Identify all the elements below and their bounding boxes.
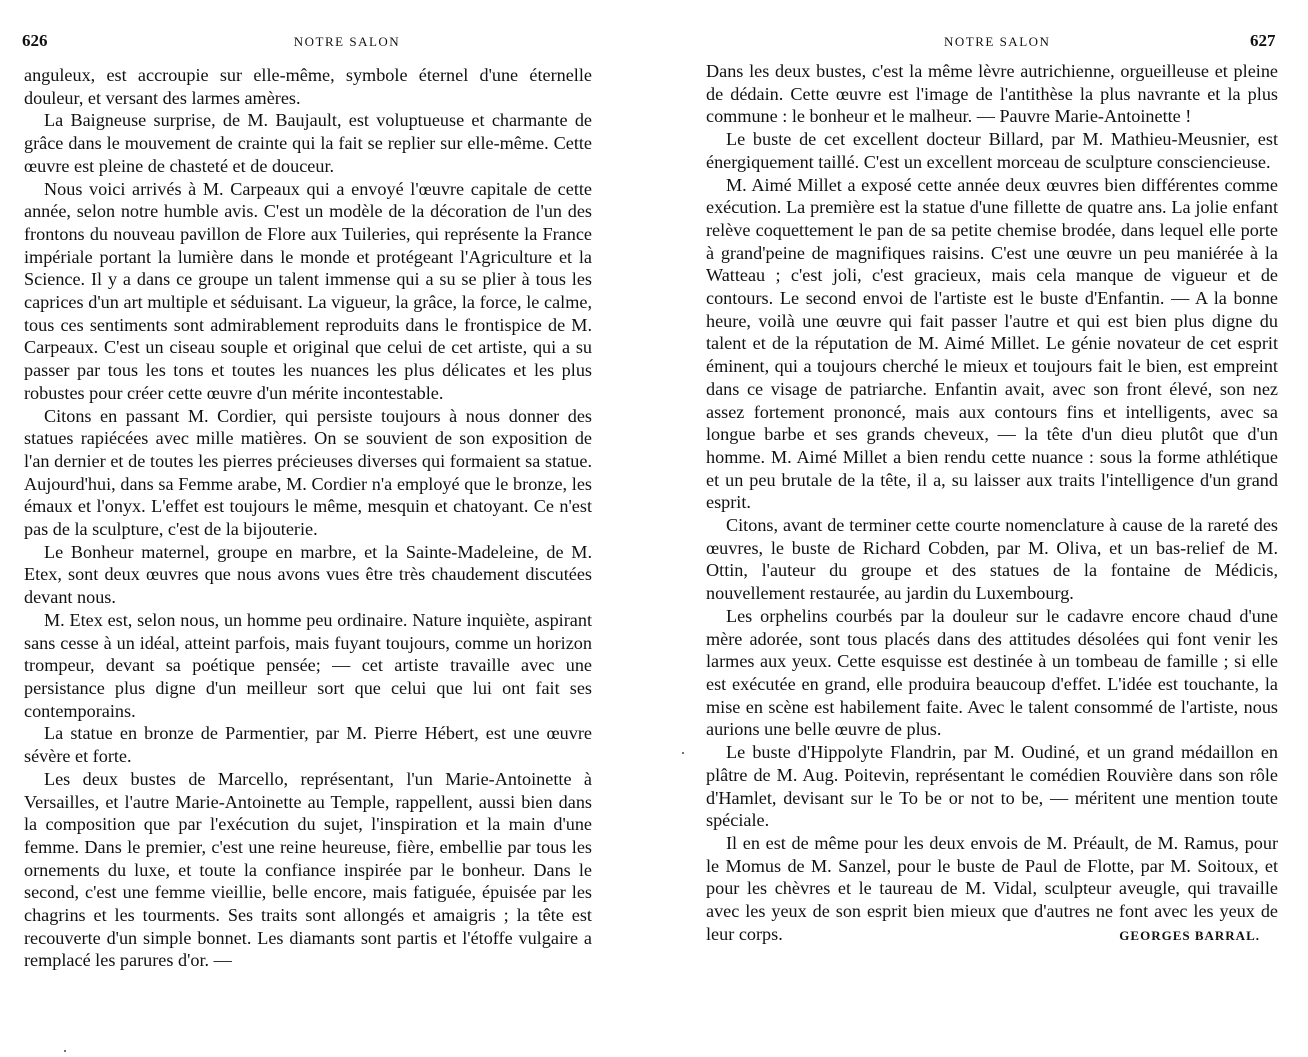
paragraph: Le buste de cet excellent docteur Billard, par M. Mathieu-Meusnier, est énergiquement taillé. C'est un excellent morceau de sculpture consciencieuse.	[706, 129, 1278, 172]
paragraph: La statue en bronze de Parmentier, par M. Pierre Hébert, est une œuvre sévère et forte.	[24, 723, 592, 767]
paragraph: Le buste d'Hippolyte Flandrin, par M. Oudiné, et un grand médaillon en plâtre de M. Aug. Poitevin, représentant le comédien Rouvière dans son rôle d'Hamlet, devisant sur le To be or not to be, — méritent une mention toute spéciale.	[706, 742, 1278, 831]
paragraph: Dans les deux bustes, c'est la même lèvre autrichienne, orgueilleuse et pleine de dédain. Cette œuvre est l'image de l'antithèse la plus navrante et la plus commune : le bonheur et le malheur. — Pauvre Marie-Antoinette !	[706, 61, 1278, 127]
running-header: NOTRE SALON	[293, 34, 401, 49]
paragraph: Les deux bustes de Marcello, représentant, l'un Marie-Antoinette à Versailles, et l'autre Marie-Antoinette au Temple, rappellent, aussi bien dans la composition que par l'exécution du sujet, l'inspiration et la main d'une femme. Dans le premier, c'est une reine heureuse, fière, embellie par tous les ornements du luxe, et toute la confiance inspirée par le bonheur. Dans le second, c'est une femme vieillie, belle encore, mais fatiguée, épuisée par les chagrins et les tourments. Ses traits sont allongés et amaigris ; la tête est recouverte d'un simple bonnet. Les diamants sont partis et l'étoffe vulgaire a remplacé les parures d'or. —	[24, 768, 592, 971]
paragraph: anguleux, est accroupie sur elle-même, symbole éternel d'une éternelle douleur, et versant des larmes amères.	[24, 65, 592, 108]
running-header: NOTRE SALON	[944, 34, 1051, 49]
paragraph	[706, 832, 1278, 946]
paragraph: Les orphelins courbés par la douleur sur le cadavre encore chaud d'une mère adorée, sont tous placés dans des attitudes désolées qui font venir les larmes aux yeux. Cette esquisse est destinée à un tombeau de famille ; si elle est exécutée en grand, elle produira beaucoup d'effet. L'idée est touchante, la mise en scène est habilement faite. Avec le talent consommé de l'artiste, nous aurions une belle œuvre de plus.	[706, 605, 1278, 740]
paragraph: Citons, avant de terminer cette courte nomenclature à cause de la rareté des œuvres, le buste de Richard Cobden, par M. Oliva, et un bas-relief de M. Ottin, l'auteur du groupe et des statues de la fontaine de Médicis, nouvellement restaurée, au jardin du Luxembourg.	[706, 515, 1278, 604]
paragraph: M. Aimé Millet a exposé cette année deux œuvres bien différentes comme exécution. La première est la statue d'une fillette de quatre ans. La jolie enfant relève coquettement le pan de sa petite chemise brodée, dans lequel elle porte à grand'peine de magnifiques raisins. C'est une œuvre un peu maniérée à la Watteau ; c'est joli, c'est gracieux, mais cela manque de vigueur et de contours. Le second envoi de l'artiste est le buste d'Enfantin. — A la bonne heure, voilà une œuvre qui fait passer l'autre et qui est bien plus digne du talent et de la réputation de M. Aimé Millet. Le génie novateur de cet esprit éminent, qui a toujours cherché le mieux et toujours fait le bien, est empreint dans ce visage de patriarche. Enfantin avait, avec son front élevé, son nez assez fortement prononcé, mais aux contours fins et intelligents, avec sa longue barbe et ses grands cheveux, — la tête d'un dieu plutôt que d'un homme. M. Aimé Millet a bien rendu cette nuance : sous la forme athlétique et un peu brutale de la tête, il a, su laisser aux traits l'intelligence d'un grand esprit.	[706, 174, 1278, 513]
body-text	[24, 64, 592, 972]
author-signature: GEORGES BARRAL.	[1119, 927, 1260, 943]
paragraph: Citons en passant M. Cordier, qui persiste toujours à nous donner des statues rapiécées avec mille matières. On se souvient de son exposition de l'an dernier et de toutes les pierres précieuses diverses qui formaient sa statue. Aujourd'hui, dans sa Femme arabe, M. Cordier n'a employé que le bronze, les émaux et l'onyx. L'effet est toujours le même, mesquin et chatoyant. Ce n'est pas de la sculpture, c'est de la bijouterie.	[24, 405, 592, 540]
body-text	[706, 60, 1278, 947]
page-number: 626	[22, 31, 48, 50]
page-number: 627	[1250, 31, 1276, 50]
paragraph: Le Bonheur maternel, groupe en marbre, et la Sainte-Madeleine, de M. Etex, sont deux œuvres que nous avons vues être très chaudement discutées devant nous.	[24, 541, 592, 608]
paragraph: M. Etex est, selon nous, un homme peu ordinaire. Nature inquiète, aspirant sans cesse à un idéal, atteint parfois, mais fuyant toujours, comme un horizon trompeur, devant sa poétique pensée; — cet artiste travaille avec une persistance plus digne d'un meilleur sort que celui que lui ont fait ses contemporains.	[24, 609, 592, 721]
ink-speck	[682, 752, 684, 754]
paragraph-text: Il en est de même pour les deux envois de M. Préault, de M. Ramus, pour le Momus de M. Sanzel, pour le buste de Paul de Flotte, par M. Soitoux, et pour les chèvres et le taureau de M. Vidal, sculpteur aveugle, qui travaille avec les yeux de son esprit bien mieux que d'autres ne font avec les yeux de leur corps.	[706, 832, 1278, 944]
paragraph: La Baigneuse surprise, de M. Baujault, est voluptueuse et charmante de grâce dans le mouvement de crainte qui la fait se replier sur elle-même. Cette œuvre est pleine de chasteté et de douceur.	[24, 110, 592, 176]
ink-speck	[64, 1050, 66, 1052]
right-page	[654, 0, 1308, 1057]
paragraph: Nous voici arrivés à M. Carpeaux qui a envoyé l'œuvre capitale de cette année, selon notre humble avis. C'est un modèle de la décoration de l'un des frontons du nouveau pavillon de Flore aux Tuileries, qui représente la France impériale portant la lumière dans le monde et protégeant l'Agriculture et la Science. Il y a dans ce groupe un talent immense qui a su se plier à tous les caprices d'un art multiple et séduisant. La vigueur, la grâce, la force, le calme, tous ces sentiments sont admirablement reproduits dans le frontispice de M. Carpeaux. C'est un ciseau souple et original que celui de cet artiste, qui a su passer par tous les tons et toutes les nuances les plus délicates et les plus robustes pour créer cette œuvre d'un mérite incontestable.	[24, 178, 592, 403]
